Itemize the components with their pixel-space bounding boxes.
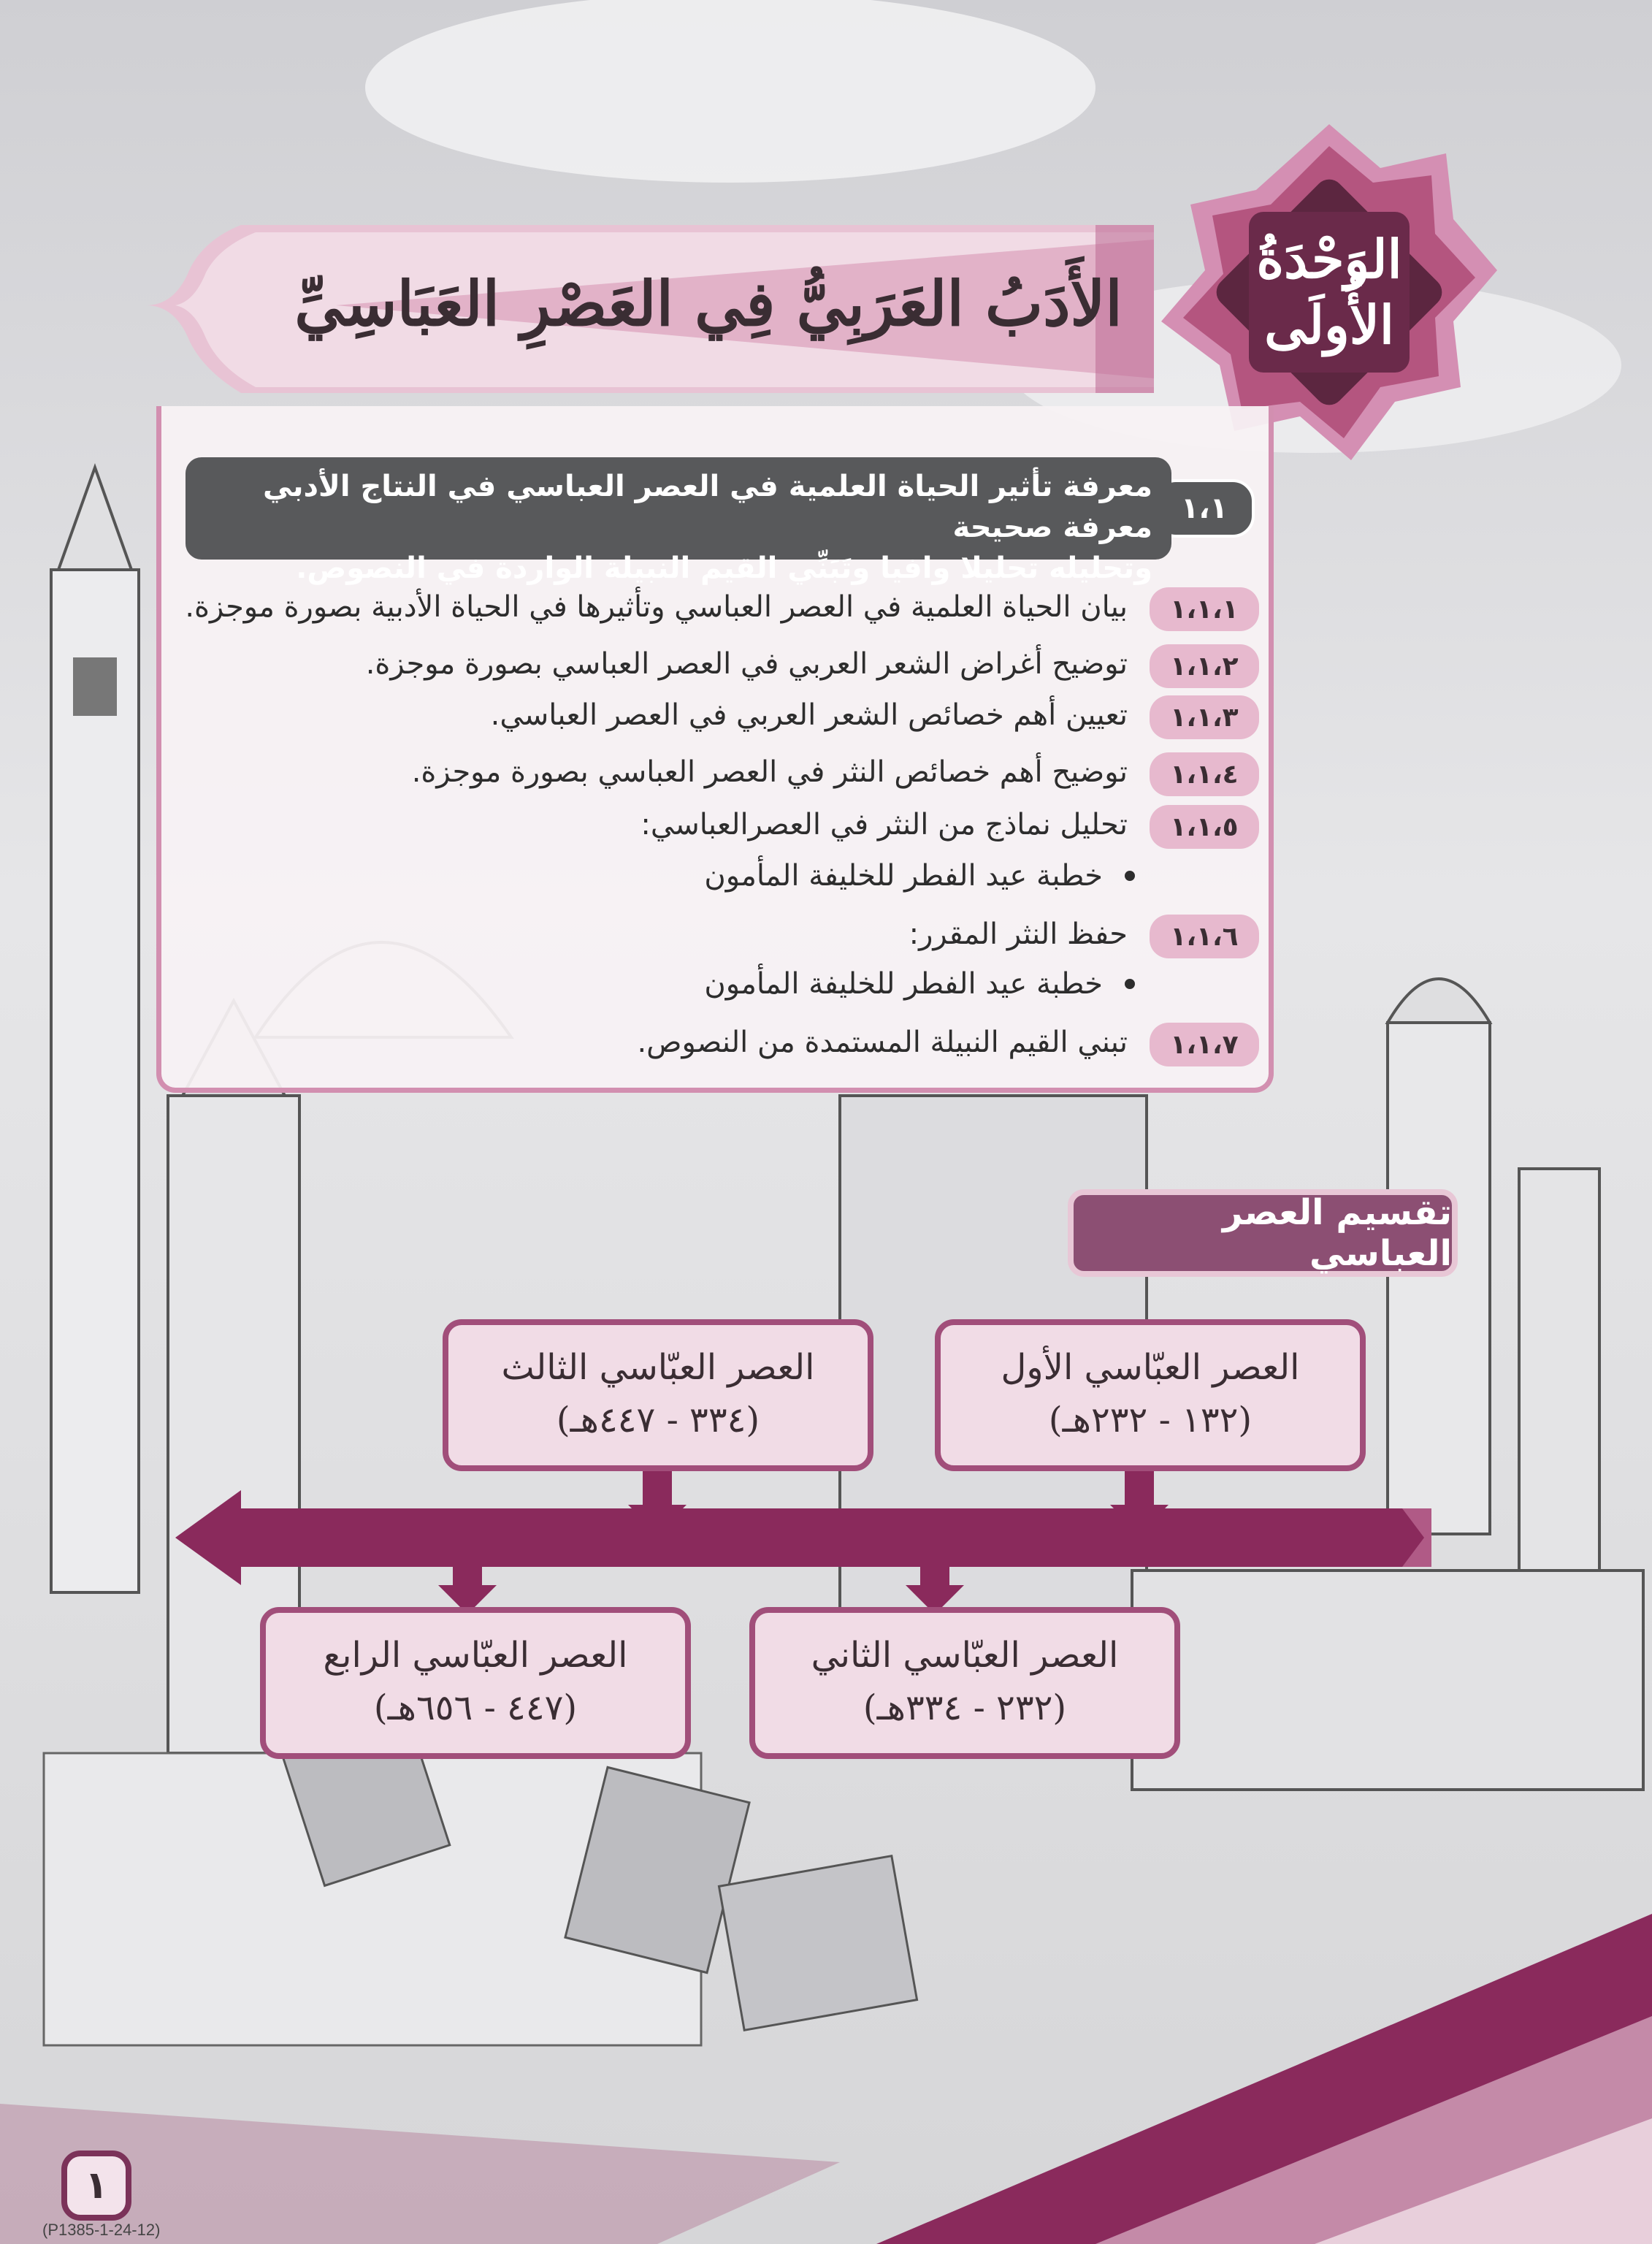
timeline-label: تقسيم العصر العباسي — [1068, 1189, 1458, 1277]
objective-number: ١،١،٧ — [1150, 1023, 1259, 1066]
era-box-first — [935, 1319, 1366, 1471]
objective-text: تعيين أهم خصائص الشعر العربي في العصر العباسي. — [490, 698, 1128, 732]
objective-number: ١،١،٣ — [1150, 695, 1259, 739]
bullet-text: خطبة عيد الفطر للخليفة المأمون — [704, 859, 1103, 893]
era-name: العصر العبّاسي الأول — [1001, 1347, 1300, 1388]
footer-code: (P1385-1-24-12) — [42, 2221, 161, 2239]
unit-label-line1: الوَحْدَةُ — [1256, 228, 1402, 290]
objective-text: بيان الحياة العلمية في العصر العباسي وتأثيرها في الحياة الأدبية بصورة موجزة. — [185, 590, 1128, 624]
objective-text: توضيح أهم خصائص النثر في العصر العباسي بصورة موجزة. — [411, 755, 1128, 789]
objective-text: توضيح أغراض الشعر العربي في العصر العباسي بصورة موجزة. — [365, 647, 1128, 681]
goal-number-badge: ١،١ — [1154, 479, 1255, 538]
era-dates: (٤٤٧ - ٦٥٦هـ) — [373, 1687, 578, 1728]
goal-text-line2: وتحليله تحليلا وافيا وتَبَنِّي القيم النبيلة الواردة في النصوص. — [296, 552, 1152, 585]
goal-text-line1: معرفة تأثير الحياة العلمية في العصر العباسي في النتاج الأدبي معرفة صحيحة — [263, 470, 1152, 544]
era-name: العصر العبّاسي الثاني — [811, 1635, 1119, 1676]
unit-label-line2: الأُولَى — [1264, 294, 1394, 356]
objective-number: ١،١،١ — [1150, 587, 1259, 631]
bullet-text: خطبة عيد الفطر للخليفة المأمون — [704, 967, 1103, 1001]
objective-number: ١،١،٦ — [1150, 915, 1259, 958]
objective-number: ١،١،٤ — [1150, 752, 1259, 796]
era-name: العصر العبّاسي الرابع — [323, 1635, 628, 1676]
objective-text: تبني القيم النبيلة المستمدة من النصوص. — [637, 1026, 1128, 1059]
era-name: العصر العبّاسي الثالث — [501, 1347, 815, 1388]
era-box-second — [749, 1607, 1180, 1759]
objective-number: ١،١،٥ — [1150, 805, 1259, 849]
objective-text: تحليل نماذج من النثر في العصرالعباسي: — [640, 808, 1128, 842]
era-dates: (١٣٢ - ٢٣٢هـ) — [1048, 1400, 1253, 1440]
page-number: ١ — [61, 2150, 131, 2221]
objective-number: ١،١،٢ — [1150, 644, 1259, 688]
era-box-third — [443, 1319, 873, 1471]
unit-title: الأَدَبُ العَرَبِيُّ فِي العَصْرِ العَبَاسِيِّ — [294, 267, 1123, 340]
era-dates: (٣٣٤ - ٤٤٧هـ) — [556, 1400, 760, 1440]
era-dates: (٢٣٢ - ٣٣٤هـ) — [863, 1687, 1067, 1728]
objective-text: حفظ النثر المقرر: — [909, 917, 1128, 951]
era-box-fourth — [260, 1607, 691, 1759]
